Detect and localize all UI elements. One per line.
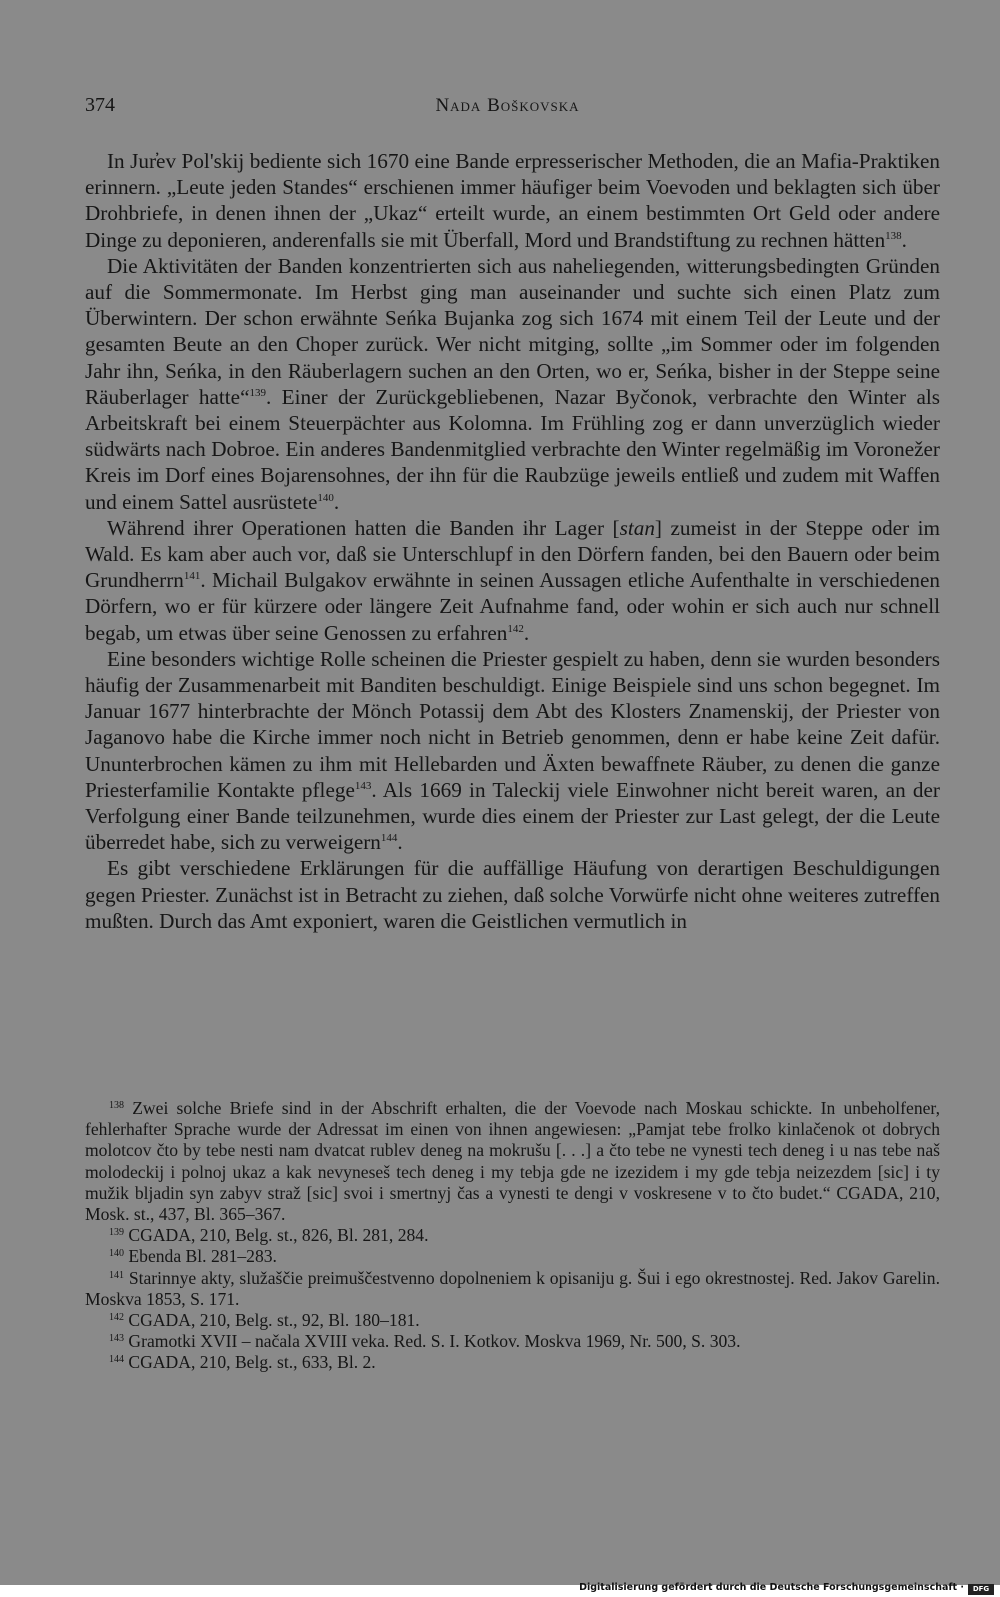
- dfg-credit: Digitalisierung gefördert durch die Deutsche Forschungsgemeinschaft ·: [579, 1582, 964, 1593]
- footnote-text: Zwei solche Briefe sind in der Abschrift erhalten, die der Voevode nach Moskau schickte. In unbeholfener, fehlerhafter Sprache wurde der Adressat im einen von ihnen angewiesen: „Pamjat tebe frolko kinlačenok ot dobrych molotcov čto by tebe nesti nam dvatcat rublev deneg na mokrušu [. . .] a čto tebe ne vynesti tech deneg i u nas tebe naš molodeckij i polnoj ukaz a kak nevyneseš tech deneg i my tebja gde ne izezidem i my gde tebja neizezdem [sic] i ty mužik bljadin syn zabyv straž [sic] svoi i smertnyj čas a vynesti te dengi v voskresene v to čto budet.“ CGADA, 210, Mosk. st., 437, Bl. 365–367.: [85, 1098, 940, 1225]
- footnote-text: Gramotki XVII – načala XVIII veka. Red. S. I. Kotkov. Moskva 1969, Nr. 500, S. 303.: [128, 1331, 741, 1352]
- footnote-ref: 138: [885, 229, 902, 242]
- paragraph: [85, 855, 940, 934]
- footnote-text: Ebenda Bl. 281–283.: [128, 1246, 277, 1267]
- footnote-text: Starinnye akty, služaščie preimuščestvenno dopolneniem k opisaniju g. Šui i ego okrestnostej. Red. Jakov Garelin. Moskva 1853, S. 171.: [85, 1267, 940, 1309]
- paragraph-text: Während ihrer Operationen hatten die Banden ihr Lager [stan] zumeist in der Steppe oder im Wald. Es kam aber auch vor, daß sie Unterschlupf in den Dörfern fanden, bei den Bauern oder beim Grundherrn: [85, 515, 940, 593]
- footnote-text: CGADA, 210, Belg. st., 826, Bl. 281, 284.: [128, 1225, 429, 1246]
- footnote: [85, 1098, 940, 1225]
- page-number: 374: [85, 94, 115, 116]
- italic-term: stan: [619, 515, 655, 540]
- footnote: [85, 1268, 940, 1310]
- footnote-number: 143: [109, 1333, 124, 1345]
- paragraph: [85, 253, 940, 515]
- footnote-number: 138: [109, 1100, 124, 1111]
- footnote: [85, 1225, 940, 1246]
- paragraph-text: .: [523, 620, 530, 645]
- paragraph-text: . Michail Bulgakov erwähnte in seinen Aussagen etliche Aufenthalte in verschiedenen Dörfern, wo er für kürzere oder längere Zeit Aufnahme fand, oder wohin er sich auch nur schnell begab, um etwas über seine Genossen zu erfahren: [85, 568, 940, 645]
- footnote: [85, 1246, 940, 1267]
- footnote-text: CGADA, 210, Belg. st., 92, Bl. 180–181.: [128, 1310, 420, 1331]
- paragraph-text: Eine besonders wichtige Rolle scheinen die Priester gespielt zu haben, denn sie wurden besonders häufig der Zusammenarbeit mit Banditen beschuldigt. Einige Beispiele sind uns schon begegnet. Im Januar 1677 hinterbrachte der Mönch Potassij dem Abt des Klosters Znamenskij, der Priester von Jaganovo habe die Kirche immer noch nicht in Betrieb genommen, denn er habe keine Zeit dafür. Ununterbrochen kämen zu ihm mit Hellebarden und Äxten bewaffnete Räuber, zu denen die ganze Priesterfamilie Kontakte pflege: [85, 646, 940, 802]
- footnotes: [85, 1098, 940, 1374]
- footnote-ref: 142: [507, 622, 524, 635]
- paragraph-text: . Einer der Zurückgebliebenen, Nazar Byčonok, verbrachte den Winter als Arbeitskraft bei einem Steuerpächter aus Kolomna. Im Frühling zog er dann unverzüglich wieder südwärts nach Dobroe. Ein anderes Bandenmitglied verbrachte den Winter regelmäßig im Voronežer Kreis im Dorf eines Bojarensohnes, der ihn für die Raubzüge jeweils entließ und zudem mit Waffen und einem Sattel ausrüstete: [85, 384, 941, 514]
- footnote-number: 140: [109, 1248, 124, 1260]
- footnote-ref: 139: [249, 386, 266, 399]
- footnote-number: 142: [109, 1312, 124, 1324]
- paragraph-text: Die Aktivitäten der Banden konzentrierten sich aus naheliegenden, witterungsbedingten Gründen auf die Sommermonate. Im Herbst ging man auseinander und suchte sich einen Platz zum Überwintern. Der schon erwähnte Seńka Bujanka zog sich 1674 mit einem Teil der Leute und der gesamten Beute an den Choper zurück. Wer nicht mitging, sollte „im Sommer oder im folgenden Jahr ihn, Seńka, in den Räuberlagern suchen an den Orten, wo er, Seńka, bisher in der Steppe seine Räuberlager hatte“: [85, 253, 940, 409]
- running-head-author: Nada Boškovska: [435, 95, 580, 116]
- paragraph-text: .: [901, 227, 907, 252]
- footnote-number: 139: [109, 1227, 124, 1239]
- paragraph-text: . Als 1669 in Taleckij viele Einwohner nicht bereit waren, an der Verfolgung einer Bande teilzunehmen, wurde dies einem der Priester zur Last gelegt, der die Leute überredet habe, sich zu verweigern: [85, 777, 940, 855]
- dfg-logo: DFG: [968, 1584, 994, 1595]
- digitization-footer: [0, 1582, 1000, 1597]
- footnote-number: 144: [109, 1354, 124, 1366]
- paragraph: [85, 148, 940, 253]
- footnote: [85, 1310, 940, 1331]
- footnote-ref: 141: [183, 570, 201, 583]
- paragraph: [85, 646, 940, 856]
- footnote: [85, 1331, 940, 1352]
- paragraph-text: .: [333, 489, 340, 514]
- paragraph-text: In Jur̕ev Pol'skij bediente sich 1670 eine Bande erpresserischer Methoden, die an Mafia-Praktiken erinnern. „Leute jeden Standes“ erschienen immer häufiger beim Voevoden und beklagten sich über Drohbriefe, in denen ihnen der „Ukaz“ erteilt wurde, an einem bestimmten Ort Geld oder andere Dinge zu deponieren, anderenfalls sie mit Überfall, Mord und Brandstiftung zu rechnen hätten: [85, 149, 940, 252]
- footnote-ref: 144: [380, 832, 398, 845]
- footnote-ref: 143: [354, 779, 372, 792]
- footnote: [85, 1352, 940, 1373]
- footnote-number: 141: [109, 1269, 124, 1281]
- paragraph-text: Es gibt verschiedene Erklärungen für die auffällige Häufung von derartigen Beschuldigungen gegen Priester. Zunächst ist in Betracht zu ziehen, daß solche Vorwürfe nicht ohne weiteres zutreffen mußten. Durch das Amt exponiert, waren die Geistlichen vermutlich in: [85, 856, 940, 933]
- paragraph: [85, 515, 940, 646]
- footnote-text: CGADA, 210, Belg. st., 633, Bl. 2.: [128, 1352, 376, 1373]
- footnote-ref: 140: [317, 491, 334, 504]
- running-header: [85, 94, 930, 122]
- paragraph-text: .: [397, 830, 403, 855]
- main-text: [85, 148, 940, 934]
